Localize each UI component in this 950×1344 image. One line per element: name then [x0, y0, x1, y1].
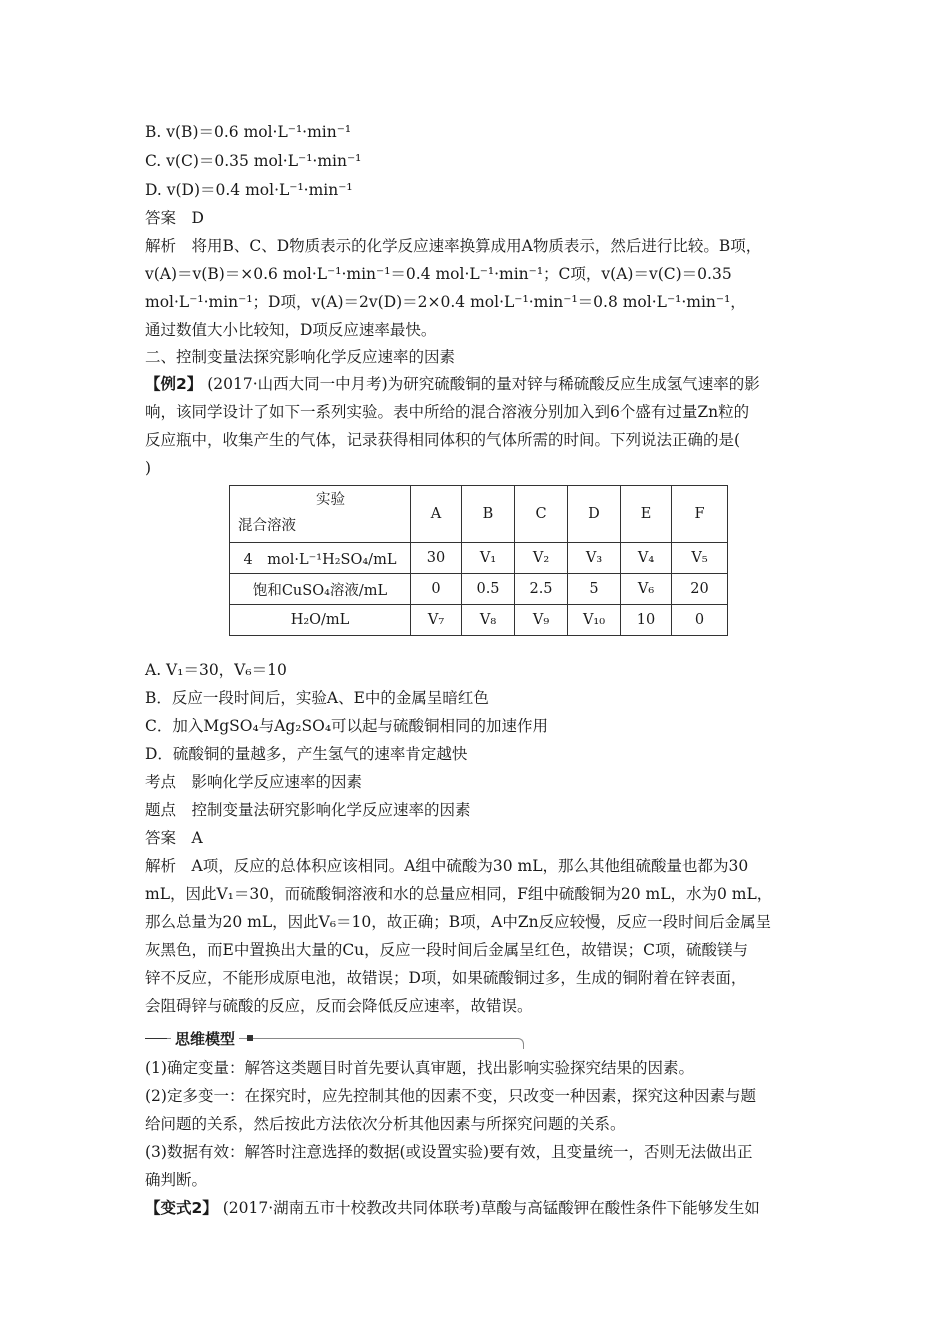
table-corner-header [230, 486, 411, 543]
header-experiment: 实验 [316, 492, 345, 508]
table-cell: 5 [568, 574, 621, 605]
table-cell: V₁ [462, 543, 515, 574]
table-row [230, 543, 728, 574]
option-d: D．硫酸铜的量越多，产生氢气的速率肯定越快 [145, 745, 468, 763]
example-2-line-2: 响，该同学设计了如下一系列实验。表中所给的混合溶液分别加入到6个盛有过量Zn粒的 [145, 403, 750, 421]
table-cell: 0.5 [462, 574, 515, 605]
example-2-tag: 【例2】 [145, 375, 203, 393]
question-point: 题点 控制变量法研究影响化学反应速率的因素 [145, 801, 471, 819]
option-c-rate: C. v(C)＝0.35 mol·L⁻¹·min⁻¹ [145, 152, 362, 170]
knowledge-point: 考点 影响化学反应速率的因素 [145, 773, 363, 791]
table-cell: 0 [411, 574, 462, 605]
table-cell: V₁₀ [568, 605, 621, 636]
model-point-2-line-2: 给问题的关系，然后按此方法依次分析其他因素与所探究问题的关系。 [145, 1115, 626, 1133]
model-point-1: (1)确定变量：解答这类题目时首先要认真审题，找出影响实验探究结果的因素。 [145, 1059, 694, 1077]
analysis-2-line-5: 锌不反应，不能形成原电池，故错误；D项，如果硫酸铜过多，生成的铜附着在锌表面， [145, 969, 747, 987]
analysis-1-line-2: v(A)＝v(B)＝×0.6 mol·L⁻¹·min⁻¹＝0.4 mol·L⁻¹·min⁻¹；C项，v(A)＝v(C)＝0.35 [145, 265, 732, 283]
table-cell: V₄ [621, 543, 672, 574]
col-header: E [621, 486, 672, 543]
table-cell: V₇ [411, 605, 462, 636]
variant-2-line-1 [145, 1198, 760, 1218]
option-c: C．加入MgSO₄与Ag₂SO₄可以起与硫酸铜相同的加速作用 [145, 717, 549, 735]
analysis-1-line-4: 通过数值大小比较知，D项反应速率最快。 [145, 321, 437, 339]
table-cell: 30 [411, 543, 462, 574]
analysis-2-line-6: 会阻碍锌与硫酸的反应，反而会降低反应速率，故错误。 [145, 997, 533, 1015]
option-d-rate: D. v(D)＝0.4 mol·L⁻¹·min⁻¹ [145, 181, 353, 199]
answer-1: 答案 D [145, 209, 204, 227]
model-point-3-line-1: (3)数据有效：解答时注意选择的数据(或设置实验)要有效，且变量统一，否则无法做出正 [145, 1143, 753, 1161]
analysis-1-line-3: mol·L⁻¹·min⁻¹；D项，v(A)＝2v(D)＝2×0.4 mol·L⁻¹·min⁻¹＝0.8 mol·L⁻¹·min⁻¹， [145, 293, 746, 311]
analysis-2-line-2: mL，因此V₁＝30，而硫酸铜溶液和水的总量应相同，F组中硫酸铜为20 mL，水为0 mL， [145, 885, 773, 903]
table-cell: V₈ [462, 605, 515, 636]
analysis-2-line-3: 那么总量为20 mL，因此V₆＝10，故正确；B项，A中Zn反应较慢，反应一段时间后金属呈 [145, 913, 772, 931]
table-cell: V₉ [515, 605, 568, 636]
table-cell: V₂ [515, 543, 568, 574]
example-2-text: (2017·山西大同一中月考)为研究硫酸铜的量对锌与稀硫酸反应生成氢气速率的影 [207, 375, 760, 393]
header-mixed-solution: 混合溶液 [238, 518, 296, 534]
analysis-1-line-1: 解析 将用B、C、D物质表示的化学反应速率换算成用A物质表示，然后进行比较。B项， [145, 237, 762, 255]
table-row [230, 574, 728, 605]
col-header: D [568, 486, 621, 543]
section-heading: 二、控制变量法探究影响化学反应速率的因素 [145, 348, 456, 366]
analysis-2-line-4: 灰黑色，而E中置换出大量的Cu，反应一段时间后金属呈红色，故错误；C项，硫酸镁与 [145, 941, 749, 959]
col-header: A [411, 486, 462, 543]
analysis-2-line-1: 解析 A项，反应的总体积应该相同。A组中硫酸为30 mL，那么其他组硫酸量也都为30 [145, 857, 749, 875]
example-2-line-3: 反应瓶中，收集产生的气体，记录获得相同体积的气体所需的时间。下列说法正确的是( [145, 431, 741, 449]
model-box-title: 思维模型 [171, 1028, 239, 1049]
table-cell: V₅ [672, 543, 728, 574]
answer-2: 答案 A [145, 829, 203, 847]
table-cell: V₆ [621, 574, 672, 605]
option-b: B．反应一段时间后，实验A、E中的金属呈暗红色 [145, 689, 489, 707]
option-a: A. V₁＝30，V₆＝10 [145, 661, 287, 679]
table-row [230, 605, 728, 636]
model-point-2-line-1: (2)定多变一：在探究时，应先控制其他的因素不变，只改变一种因素，探究这种因素与题 [145, 1087, 756, 1105]
table-cell: 0 [672, 605, 728, 636]
model-point-3-line-2: 确判断。 [145, 1171, 208, 1189]
model-box-lead [145, 1038, 167, 1039]
col-header: B [462, 486, 515, 543]
variant-2-tag: 【变式2】 [145, 1199, 218, 1217]
table-cell: V₃ [568, 543, 621, 574]
model-box-square-icon [247, 1035, 253, 1041]
example-2-line-4: ) [145, 459, 152, 477]
col-header: C [515, 486, 568, 543]
row-label: H₂O/mL [230, 605, 411, 636]
table-cell: 2.5 [515, 574, 568, 605]
experiment-table [229, 485, 728, 636]
table-cell: 20 [672, 574, 728, 605]
option-b-rate: B. v(B)＝0.6 mol·L⁻¹·min⁻¹ [145, 123, 352, 141]
table-cell: 10 [621, 605, 672, 636]
table-header-row [230, 486, 728, 543]
example-2-line-1 [145, 374, 760, 394]
row-label: 4 mol·L⁻¹H₂SO₄/mL [230, 543, 411, 574]
variant-2-text: (2017·湖南五市十校教改共同体联考)草酸与高锰酸钾在酸性条件下能够发生如 [222, 1199, 760, 1217]
row-label: 饱和CuSO₄溶液/mL [230, 574, 411, 605]
col-header: F [672, 486, 728, 543]
